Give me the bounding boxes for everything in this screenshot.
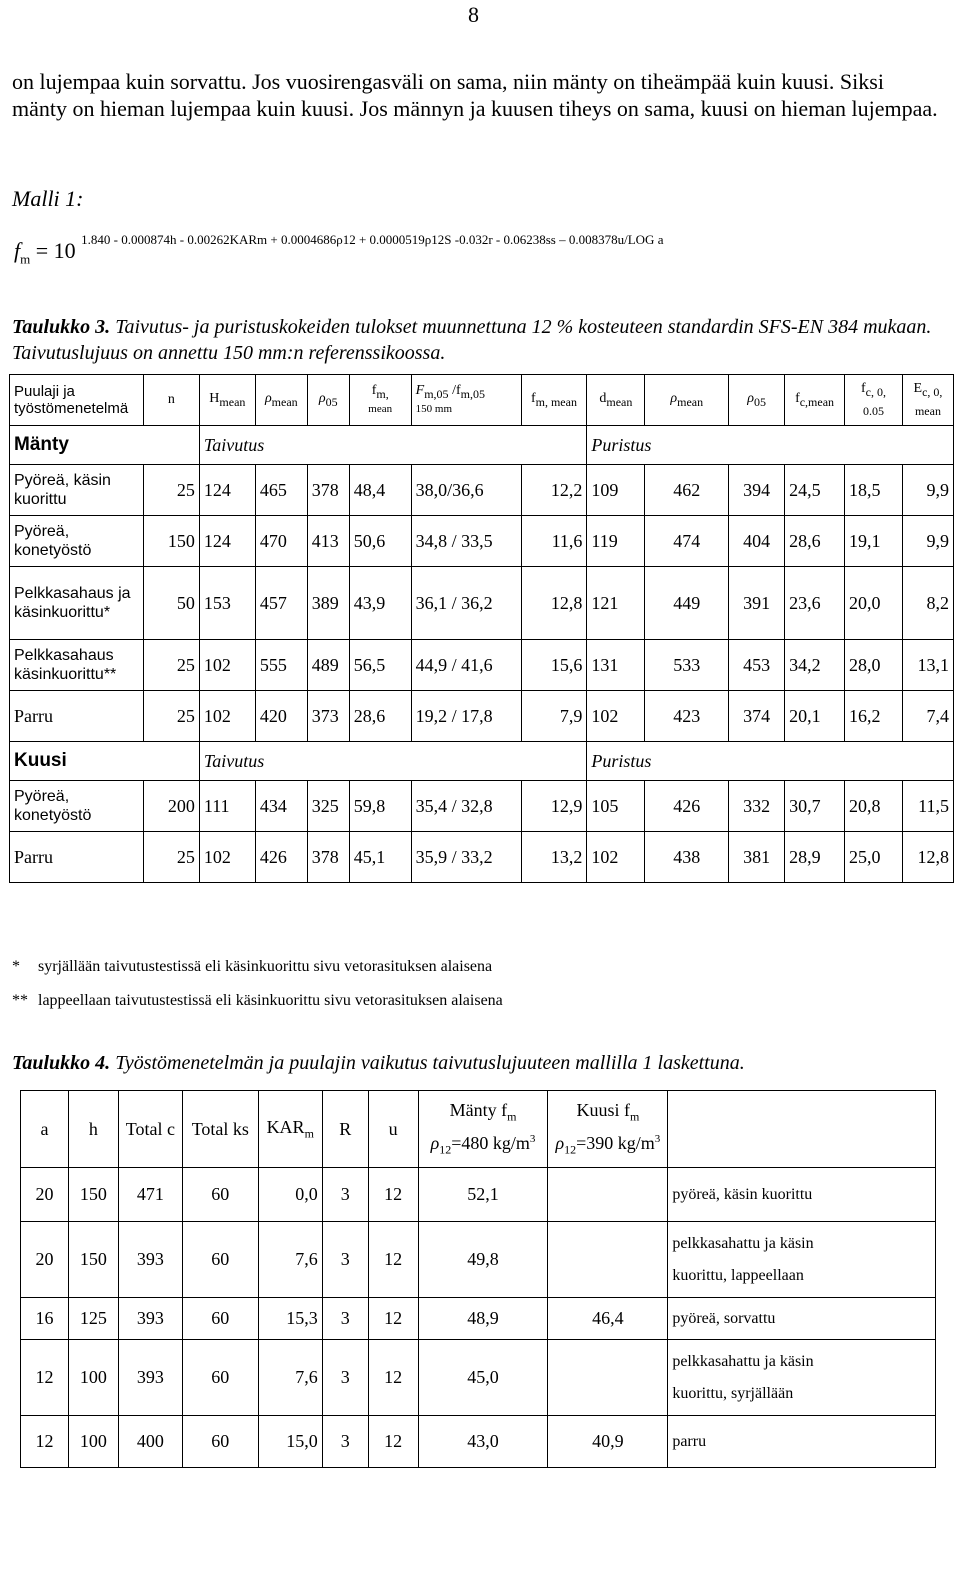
cell-total-ks: 60 bbox=[182, 1416, 258, 1468]
cell-rho-mean: 470 bbox=[255, 516, 307, 567]
cell-total-c: 471 bbox=[118, 1168, 182, 1222]
cell-rho-05-2: 394 bbox=[729, 465, 785, 516]
cell-fc-mean: 24,5 bbox=[785, 465, 845, 516]
table3-caption: Taulukko 3. Taivutus- ja puristuskokeiden tulokset muunnettuna 12 % kosteuteen standardin SFS-EN 384 mukaan. Taivutuslujuus on annettu 150 mm:n referenssikoossa. bbox=[12, 316, 932, 364]
table-row bbox=[21, 1340, 936, 1416]
cell-d-mean: 102 bbox=[587, 832, 645, 883]
cell-d-mean: 102 bbox=[587, 691, 645, 742]
section-bending-label: Taivutus bbox=[199, 742, 587, 781]
header-fc-005: fc, 0, 0.05 bbox=[845, 375, 903, 426]
table-row bbox=[10, 691, 954, 742]
section-row-pine bbox=[10, 426, 954, 465]
cell-fm-mean: 28,6 bbox=[349, 691, 411, 742]
cell-rho-05: 378 bbox=[307, 832, 349, 883]
table-row bbox=[10, 832, 954, 883]
cell-note: pelkkasahattu ja käsin kuorittu, syrjällään bbox=[668, 1340, 936, 1416]
table-header-row bbox=[21, 1091, 936, 1168]
table-header-row bbox=[10, 375, 954, 426]
header-r: R bbox=[322, 1091, 368, 1168]
cell-fc-005: 20,8 bbox=[845, 781, 903, 832]
cell-kar: 15,3 bbox=[258, 1298, 322, 1340]
cell-rho-05: 413 bbox=[307, 516, 349, 567]
header-rho-05: ρ05 bbox=[307, 375, 349, 426]
cell-rho-05: 373 bbox=[307, 691, 349, 742]
table4-caption: Taulukko 4. Työstömenetelmän ja puulajin vaikutus taivutuslujuuteen mallilla 1 laskettuna. bbox=[12, 1052, 745, 1074]
cell-fm05: 34,8 / 33,5 bbox=[411, 516, 521, 567]
cell-a: 16 bbox=[21, 1298, 69, 1340]
cell-fc-005: 18,5 bbox=[845, 465, 903, 516]
cell-pine: 49,8 bbox=[418, 1222, 548, 1298]
cell-rho-mean-2: 449 bbox=[645, 567, 729, 640]
header-rho-mean: ρmean bbox=[255, 375, 307, 426]
cell-n: 25 bbox=[143, 640, 199, 691]
cell-kar: 7,6 bbox=[258, 1222, 322, 1298]
cell-species: Pyöreä, käsin kuorittu bbox=[10, 465, 144, 516]
cell-rho-mean-2: 533 bbox=[645, 640, 729, 691]
cell-rho-05-2: 404 bbox=[729, 516, 785, 567]
cell-fm-mean: 43,9 bbox=[349, 567, 411, 640]
cell-fm-mean: 50,6 bbox=[349, 516, 411, 567]
cell-pine: 48,9 bbox=[418, 1298, 548, 1340]
header-ec-mean: Ec, 0, mean bbox=[902, 375, 953, 426]
header-total-c: Total c bbox=[118, 1091, 182, 1168]
cell-total-c: 400 bbox=[118, 1416, 182, 1468]
cell-total-ks: 60 bbox=[182, 1168, 258, 1222]
table-row bbox=[10, 465, 954, 516]
cell-rho-mean: 434 bbox=[255, 781, 307, 832]
cell-rho-mean-2: 423 bbox=[645, 691, 729, 742]
cell-fm-mean: 45,1 bbox=[349, 832, 411, 883]
cell-u: 12 bbox=[368, 1298, 418, 1340]
cell-fc-mean: 20,1 bbox=[785, 691, 845, 742]
cell-species: Pyöreä, konetyöstö bbox=[10, 781, 144, 832]
cell-fm05: 38,0/36,6 bbox=[411, 465, 521, 516]
cell-d-mean: 109 bbox=[587, 465, 645, 516]
cell-total-c: 393 bbox=[118, 1340, 182, 1416]
cell-ec-mean: 7,4 bbox=[902, 691, 953, 742]
table-row bbox=[10, 567, 954, 640]
header-kar: $KAR_m$ bbox=[258, 1091, 322, 1168]
cell-rho-05-2: 391 bbox=[729, 567, 785, 640]
cell-h: 125 bbox=[68, 1298, 118, 1340]
header-fc-mean: fc,mean bbox=[785, 375, 845, 426]
cell-h: 102 bbox=[199, 691, 255, 742]
header-rho-05-2: ρ05 bbox=[729, 375, 785, 426]
cell-fm-mean-2: 15,6 bbox=[521, 640, 587, 691]
cell-fc-005: 20,0 bbox=[845, 567, 903, 640]
cell-h: 111 bbox=[199, 781, 255, 832]
cell-species: Pelkkasahaus käsinkuorittu** bbox=[10, 640, 144, 691]
footnote-single: * syrjällään taivutustestissä eli käsinkuorittu sivu vetorasituksen alaisena bbox=[12, 958, 493, 975]
table-row bbox=[21, 1222, 936, 1298]
cell-pine: 45,0 bbox=[418, 1340, 548, 1416]
cell-r: 3 bbox=[322, 1222, 368, 1298]
cell-rho-mean: 420 bbox=[255, 691, 307, 742]
header-total-ks: Total ks bbox=[182, 1091, 258, 1168]
cell-r: 3 bbox=[322, 1168, 368, 1222]
cell-spruce bbox=[548, 1168, 668, 1222]
cell-fm05: 35,9 / 33,2 bbox=[411, 832, 521, 883]
cell-u: 12 bbox=[368, 1416, 418, 1468]
header-rho-mean-2: ρmean bbox=[645, 375, 729, 426]
cell-total-c: 393 bbox=[118, 1298, 182, 1340]
header-fm05: Fm,05 /fm,05 150 mm bbox=[411, 375, 521, 426]
cell-a: 20 bbox=[21, 1168, 69, 1222]
section-bending-label: Taivutus bbox=[199, 426, 587, 465]
cell-total-ks: 60 bbox=[182, 1222, 258, 1298]
cell-fm-mean-2: 12,2 bbox=[521, 465, 587, 516]
cell-kar: 0,0 bbox=[258, 1168, 322, 1222]
cell-d-mean: 121 bbox=[587, 567, 645, 640]
cell-note: pyöreä, sorvattu bbox=[668, 1298, 936, 1340]
formula-lhs: $f_m$ bbox=[14, 238, 31, 267]
cell-n: 50 bbox=[143, 567, 199, 640]
model-table bbox=[20, 1090, 936, 1468]
cell-fc-005: 16,2 bbox=[845, 691, 903, 742]
table-row bbox=[21, 1416, 936, 1468]
cell-fm-mean-2: 7,9 bbox=[521, 691, 587, 742]
cell-fc-005: 25,0 bbox=[845, 832, 903, 883]
cell-fm05: 19,2 / 17,8 bbox=[411, 691, 521, 742]
cell-n: 25 bbox=[143, 832, 199, 883]
cell-rho-mean: 465 bbox=[255, 465, 307, 516]
cell-rho-05: 378 bbox=[307, 465, 349, 516]
cell-n: 200 bbox=[143, 781, 199, 832]
header-pine: Mänty $f_m$ $\rho_{12}=480$ $kg/m^3$ bbox=[418, 1091, 548, 1168]
table-row bbox=[21, 1168, 936, 1222]
cell-species: Pelkkasahaus ja käsinkuorittu* bbox=[10, 567, 144, 640]
cell-ec-mean: 9,9 bbox=[902, 465, 953, 516]
cell-n: 25 bbox=[143, 691, 199, 742]
cell-a: 12 bbox=[21, 1340, 69, 1416]
cell-ec-mean: 12,8 bbox=[902, 832, 953, 883]
cell-rho-05: 389 bbox=[307, 567, 349, 640]
cell-fc-mean: 23,6 bbox=[785, 567, 845, 640]
cell-rho-mean-2: 474 bbox=[645, 516, 729, 567]
cell-h: 100 bbox=[68, 1416, 118, 1468]
header-u: u bbox=[368, 1091, 418, 1168]
formula-exponent: 1.840 - 0.000874h - 0.00262KARm + 0.0004686ρ12 + 0.0000519ρ12S -0.032r - 0.06238ss – 0.008378u/LOG a bbox=[81, 232, 664, 247]
cell-spruce bbox=[548, 1222, 668, 1298]
formula-equals: = 10 bbox=[35, 238, 76, 263]
cell-u: 12 bbox=[368, 1222, 418, 1298]
cell-fm-mean-2: 13,2 bbox=[521, 832, 587, 883]
cell-total-c: 393 bbox=[118, 1222, 182, 1298]
cell-pine: 43,0 bbox=[418, 1416, 548, 1468]
cell-fc-mean: 28,6 bbox=[785, 516, 845, 567]
cell-fm-mean-2: 12,8 bbox=[521, 567, 587, 640]
header-d-mean: dmean bbox=[587, 375, 645, 426]
cell-h: 153 bbox=[199, 567, 255, 640]
header-n: n bbox=[143, 375, 199, 426]
header-h: h bbox=[68, 1091, 118, 1168]
cell-kar: 7,6 bbox=[258, 1340, 322, 1416]
cell-note: pelkkasahattu ja käsin kuorittu, lappeellaan bbox=[668, 1222, 936, 1298]
cell-spruce bbox=[548, 1340, 668, 1416]
cell-n: 25 bbox=[143, 465, 199, 516]
page-number: 8 bbox=[468, 2, 479, 27]
cell-h: 102 bbox=[199, 640, 255, 691]
section-compression-label: Puristus bbox=[587, 742, 954, 781]
cell-fm-mean: 48,4 bbox=[349, 465, 411, 516]
cell-fc-mean: 28,9 bbox=[785, 832, 845, 883]
footnote-double: ** lappeellaan taivutustestissä eli käsinkuorittu sivu vetorasituksen alaisena bbox=[12, 992, 503, 1009]
cell-fm05: 35,4 / 32,8 bbox=[411, 781, 521, 832]
table-row bbox=[10, 781, 954, 832]
cell-species: Parru bbox=[10, 691, 144, 742]
cell-rho-mean-2: 462 bbox=[645, 465, 729, 516]
cell-n: 150 bbox=[143, 516, 199, 567]
cell-species: Pyöreä, konetyöstö bbox=[10, 516, 144, 567]
cell-fm05: 44,9 / 41,6 bbox=[411, 640, 521, 691]
cell-rho-mean-2: 426 bbox=[645, 781, 729, 832]
cell-r: 3 bbox=[322, 1340, 368, 1416]
model-heading: Malli 1: bbox=[12, 186, 84, 211]
cell-spruce: 46,4 bbox=[548, 1298, 668, 1340]
cell-rho-mean: 457 bbox=[255, 567, 307, 640]
intro-paragraph: on lujempaa kuin sorvattu. Jos vuosirengasväli on sama, niin mänty on tiheämpää kuin kuusi. Siksi mänty on hieman lujempaa kuin kuusi. Jos männyn ja kuusen tiheys on sama, kuusi on hieman lujempaa. bbox=[12, 69, 938, 121]
cell-spruce: 40,9 bbox=[548, 1416, 668, 1468]
cell-d-mean: 105 bbox=[587, 781, 645, 832]
header-fm-mean: fm, mean bbox=[349, 375, 411, 426]
cell-h: 100 bbox=[68, 1340, 118, 1416]
cell-u: 12 bbox=[368, 1168, 418, 1222]
cell-note: parru bbox=[668, 1416, 936, 1468]
header-note bbox=[668, 1091, 936, 1168]
cell-fc-005: 28,0 bbox=[845, 640, 903, 691]
cell-r: 3 bbox=[322, 1298, 368, 1340]
cell-d-mean: 119 bbox=[587, 516, 645, 567]
section-compression-label: Puristus bbox=[587, 426, 954, 465]
cell-d-mean: 131 bbox=[587, 640, 645, 691]
cell-r: 3 bbox=[322, 1416, 368, 1468]
header-species: Puulaji ja työstömenetelmä bbox=[10, 375, 144, 426]
cell-total-ks: 60 bbox=[182, 1340, 258, 1416]
cell-h: 102 bbox=[199, 832, 255, 883]
section-label-pine: Mänty bbox=[10, 426, 200, 465]
cell-rho-05: 325 bbox=[307, 781, 349, 832]
cell-rho-mean-2: 438 bbox=[645, 832, 729, 883]
cell-rho-05-2: 374 bbox=[729, 691, 785, 742]
cell-total-ks: 60 bbox=[182, 1298, 258, 1340]
table-row bbox=[21, 1298, 936, 1340]
cell-pine: 52,1 bbox=[418, 1168, 548, 1222]
cell-fm-mean: 56,5 bbox=[349, 640, 411, 691]
cell-h: 124 bbox=[199, 465, 255, 516]
header-a: a bbox=[21, 1091, 69, 1168]
header-spruce: Kuusi $f_m$ $\rho_{12}=390$ $kg/m^3$ bbox=[548, 1091, 668, 1168]
cell-fc-005: 19,1 bbox=[845, 516, 903, 567]
cell-rho-05-2: 453 bbox=[729, 640, 785, 691]
table-row bbox=[10, 516, 954, 567]
cell-species: Parru bbox=[10, 832, 144, 883]
cell-kar: 15,0 bbox=[258, 1416, 322, 1468]
cell-fm-mean-2: 11,6 bbox=[521, 516, 587, 567]
table-row bbox=[10, 640, 954, 691]
header-fm-mean-2: fm, mean bbox=[521, 375, 587, 426]
cell-fm05: 36,1 / 36,2 bbox=[411, 567, 521, 640]
section-label-spruce: Kuusi bbox=[10, 742, 200, 781]
cell-a: 20 bbox=[21, 1222, 69, 1298]
cell-rho-05-2: 381 bbox=[729, 832, 785, 883]
cell-fm-mean: 59,8 bbox=[349, 781, 411, 832]
cell-h: 150 bbox=[68, 1168, 118, 1222]
cell-ec-mean: 8,2 bbox=[902, 567, 953, 640]
section-row-spruce bbox=[10, 742, 954, 781]
model-formula bbox=[14, 232, 664, 267]
cell-fm-mean-2: 12,9 bbox=[521, 781, 587, 832]
cell-rho-05-2: 332 bbox=[729, 781, 785, 832]
cell-fc-mean: 34,2 bbox=[785, 640, 845, 691]
results-table bbox=[9, 374, 954, 883]
cell-h: 150 bbox=[68, 1222, 118, 1298]
cell-a: 12 bbox=[21, 1416, 69, 1468]
cell-rho-05: 489 bbox=[307, 640, 349, 691]
header-h-mean: Hmean bbox=[199, 375, 255, 426]
cell-note: pyöreä, käsin kuorittu bbox=[668, 1168, 936, 1222]
cell-rho-mean: 555 bbox=[255, 640, 307, 691]
cell-fc-mean: 30,7 bbox=[785, 781, 845, 832]
cell-ec-mean: 11,5 bbox=[902, 781, 953, 832]
cell-ec-mean: 13,1 bbox=[902, 640, 953, 691]
cell-u: 12 bbox=[368, 1340, 418, 1416]
cell-ec-mean: 9,9 bbox=[902, 516, 953, 567]
cell-h: 124 bbox=[199, 516, 255, 567]
cell-rho-mean: 426 bbox=[255, 832, 307, 883]
